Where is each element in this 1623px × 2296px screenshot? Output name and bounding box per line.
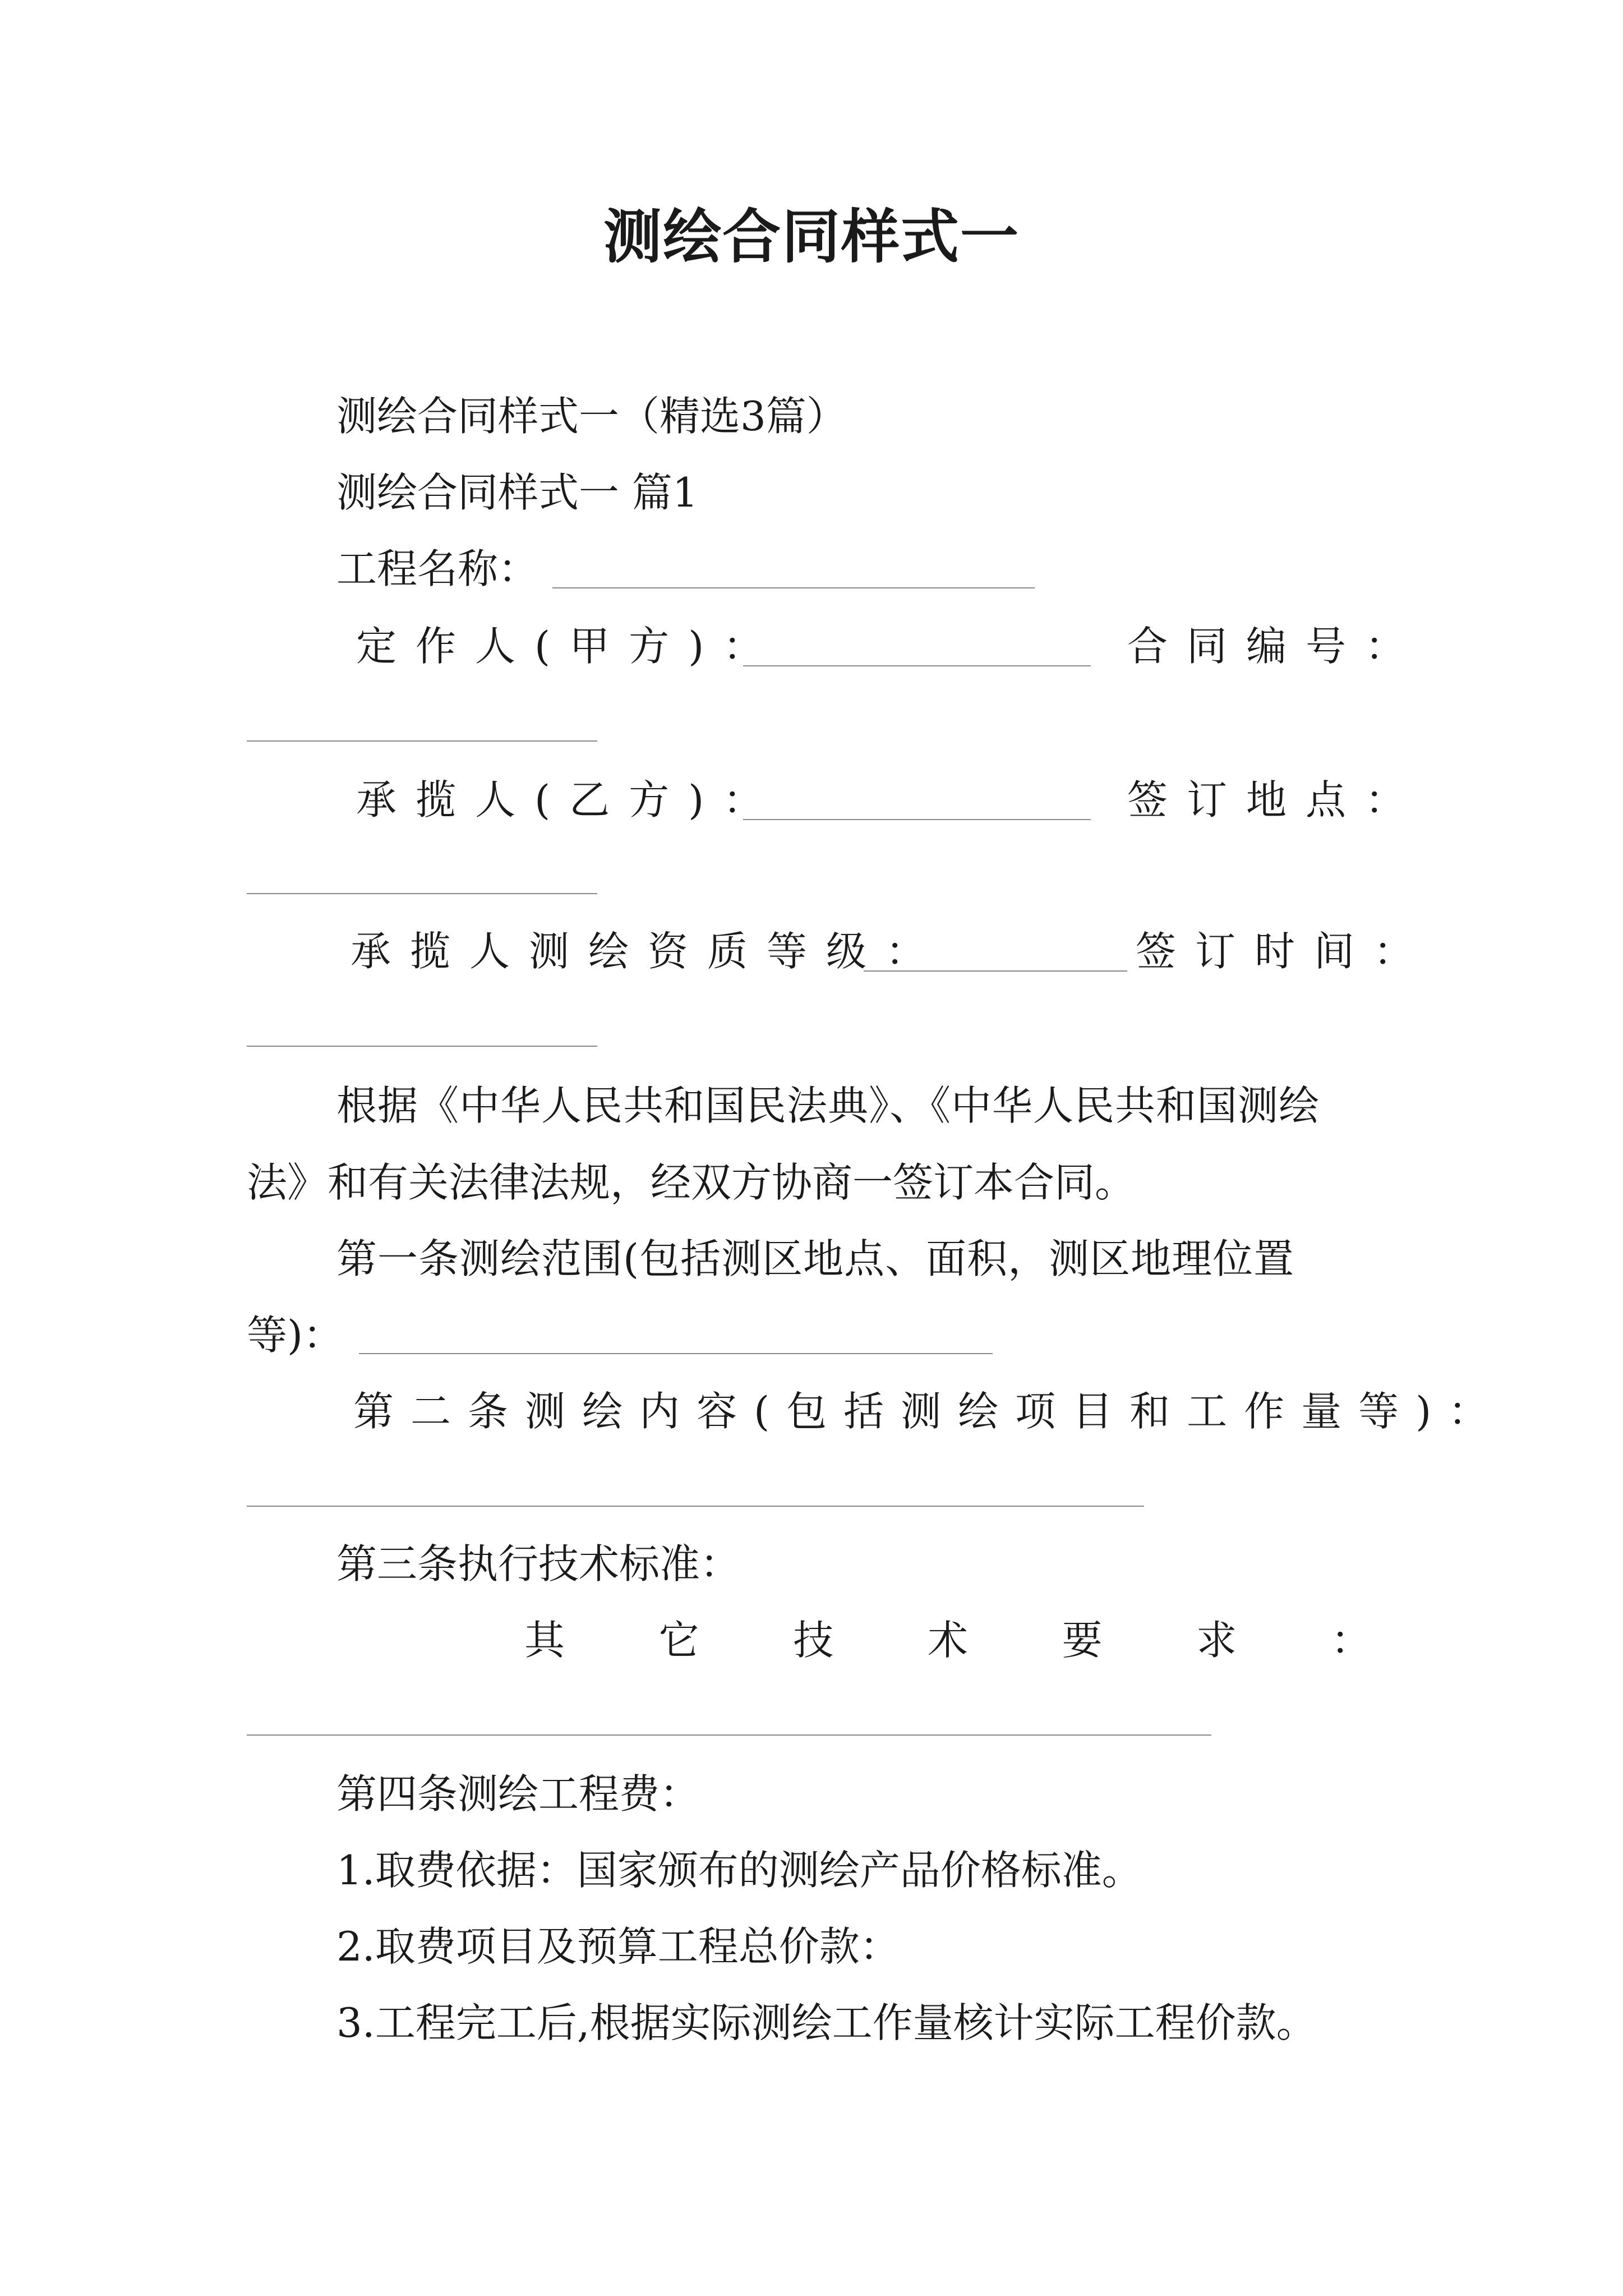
other-requirements-blank xyxy=(247,1734,1211,1736)
other-requirements-label xyxy=(524,1617,1371,1664)
client-label: 定作人(甲方)： xyxy=(356,623,783,670)
basis-text-line2: 法》和有关法律法规，经双方协商一签订本合同。 xyxy=(247,1159,1136,1206)
article1-line2: 等)： xyxy=(247,1312,344,1359)
document-title: 测绘合同样式一 xyxy=(603,202,1020,271)
scope-blank xyxy=(359,1353,993,1354)
other-req-char: 其 xyxy=(524,1617,565,1664)
sign-place-label: 签订地点： xyxy=(1127,776,1425,823)
contractor-label: 承揽人(乙方)： xyxy=(356,776,783,823)
other-req-char: 技 xyxy=(793,1617,834,1664)
fee-item-1: 1.取费依据：国家颁布的测绘产品价格标准。 xyxy=(336,1847,1142,1894)
contractor-blank xyxy=(743,819,1091,820)
other-req-char: 求 xyxy=(1196,1617,1237,1664)
content-blank xyxy=(247,1506,1144,1507)
other-req-char: ： xyxy=(1330,1617,1371,1664)
other-req-char: 要 xyxy=(1062,1617,1103,1664)
subtitle: 测绘合同样式一（精选3篇） xyxy=(336,393,847,440)
basis-text-line1: 根据《中华人民共和国民法典》、《中华人民共和国测绘 xyxy=(336,1082,1320,1129)
article4: 第四条测绘工程费： xyxy=(336,1770,700,1818)
project-name-label: 工程名称： xyxy=(336,545,539,592)
sign-time-label: 签订时间： xyxy=(1136,928,1433,975)
sign-place-blank xyxy=(247,893,597,894)
contract-no-label: 合同编号： xyxy=(1127,623,1425,670)
section-heading: 测绘合同样式一 篇1 xyxy=(336,469,698,516)
other-req-char: 它 xyxy=(658,1617,699,1664)
qualification-blank xyxy=(864,970,1127,972)
fee-item-3: 3.工程完工后,根据实际测绘工作量核计实际工程价款。 xyxy=(336,1999,1317,2046)
project-name-blank xyxy=(552,587,1035,588)
article2: 第二条测绘内容(包括测绘项目和工作量等)： xyxy=(353,1388,1506,1435)
contract-no-blank xyxy=(247,740,597,742)
article1-line1: 第一条测绘范围(包括测区地点、面积，测区地理位置 xyxy=(336,1235,1295,1282)
article3: 第三条执行技术标准： xyxy=(336,1540,741,1588)
qualification-label: 承揽人测绘资质等级： xyxy=(351,928,946,975)
fee-item-2: 2.取费项目及预算工程总价款： xyxy=(336,1923,900,1970)
other-req-char: 术 xyxy=(927,1617,968,1664)
sign-time-blank xyxy=(247,1046,597,1047)
client-blank xyxy=(743,665,1091,666)
